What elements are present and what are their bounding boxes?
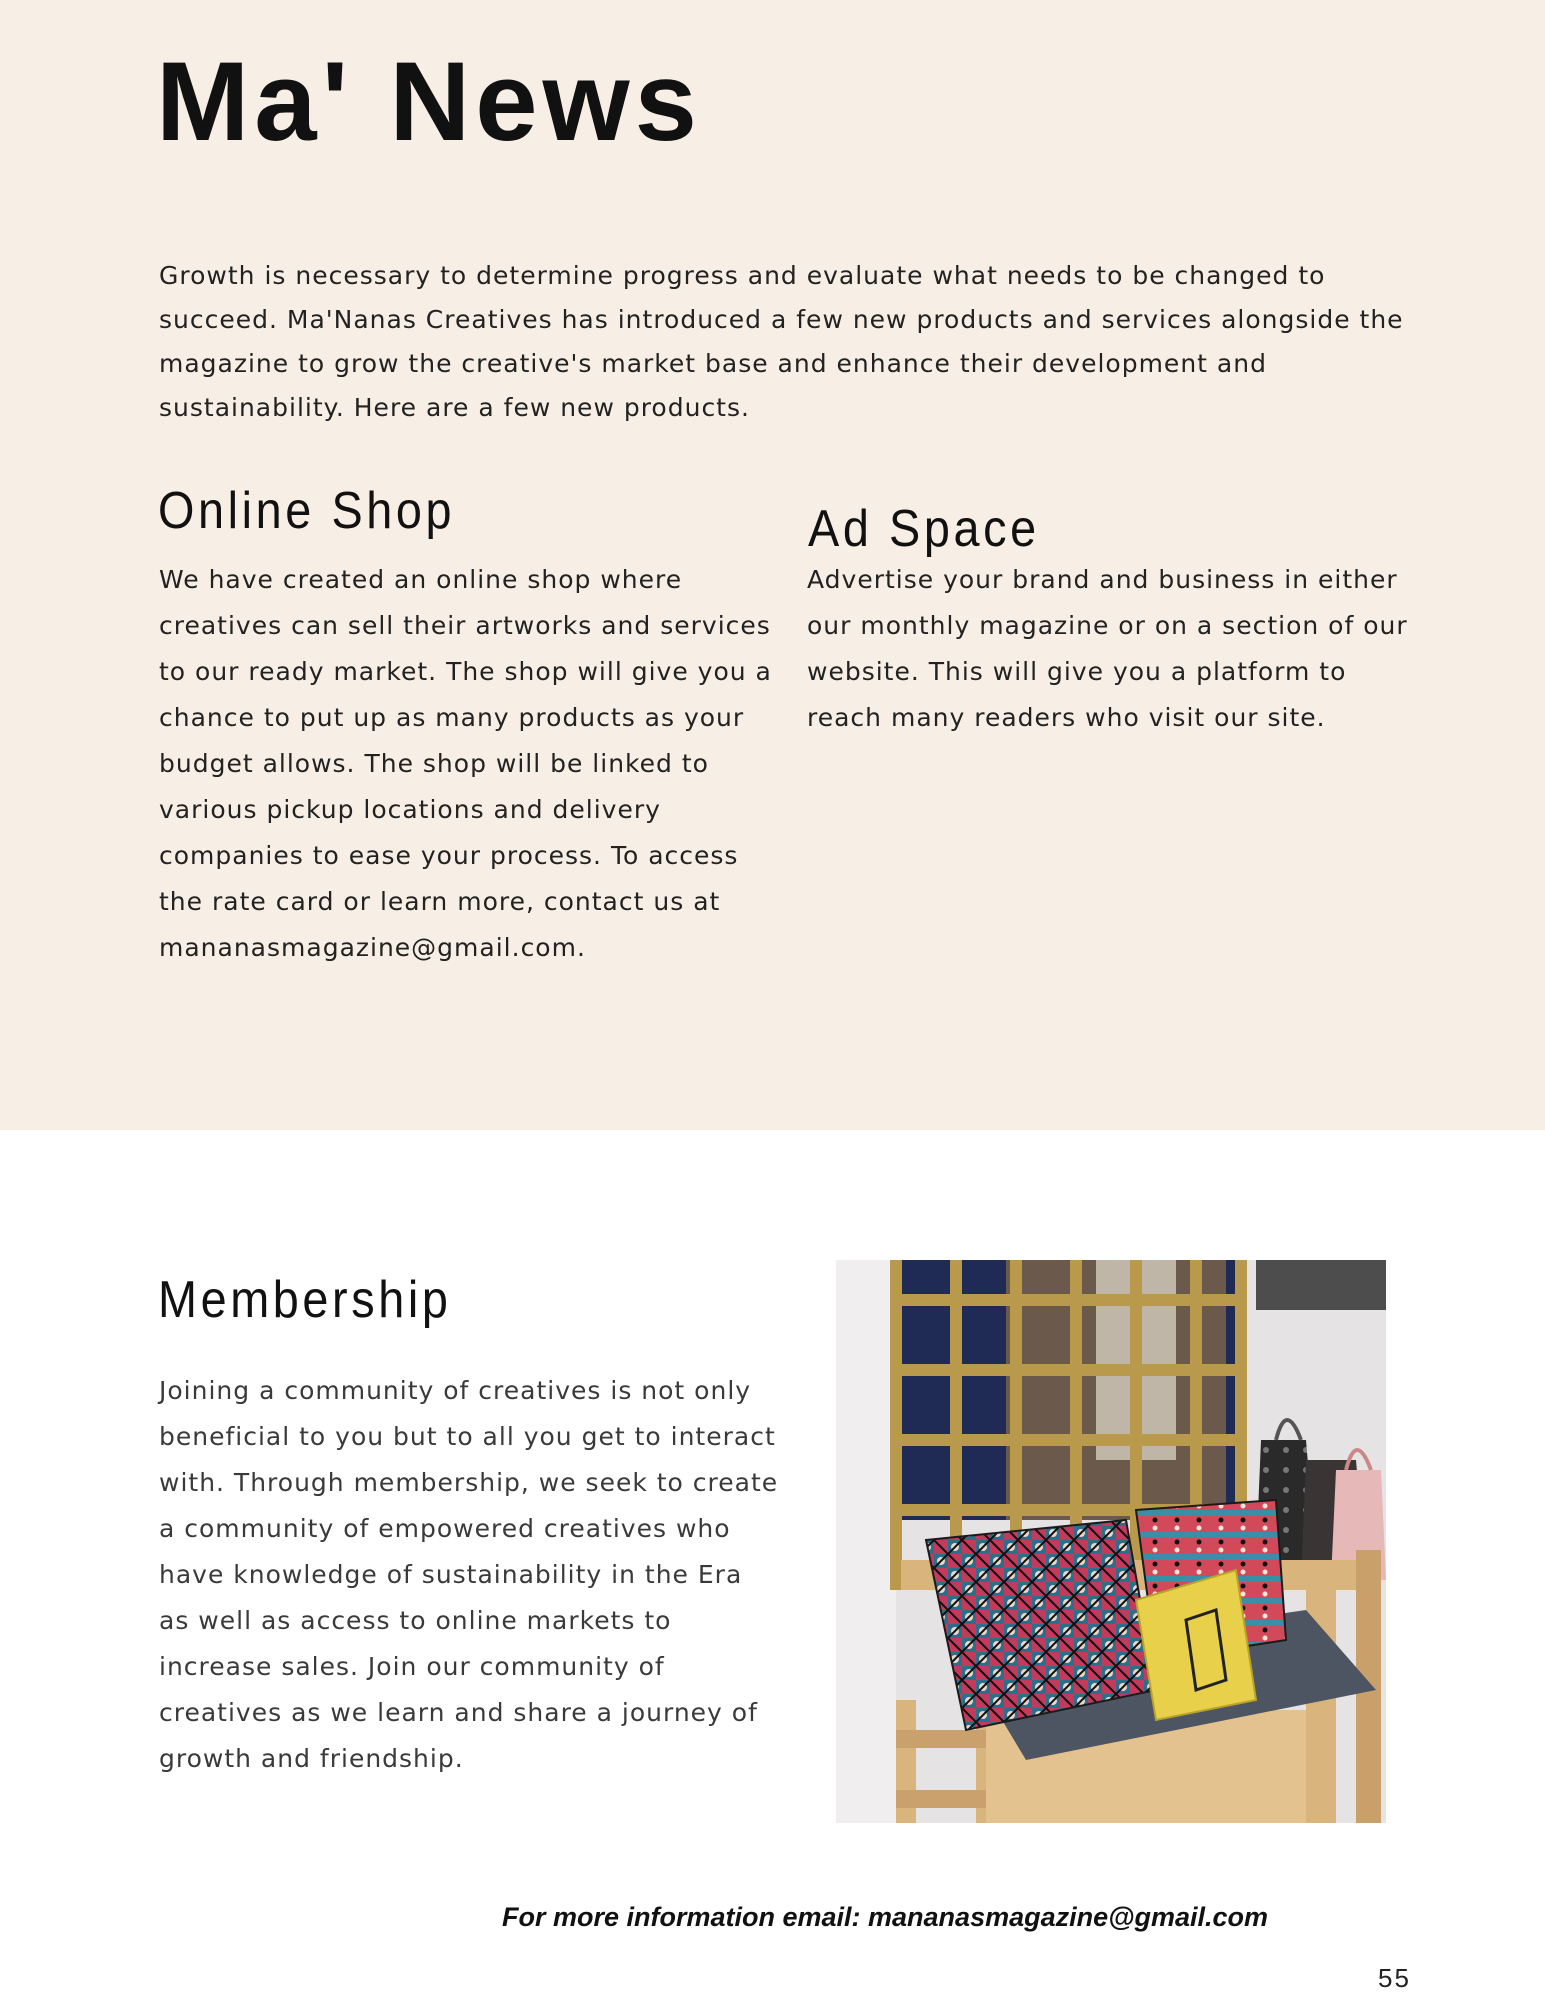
page-number: 55 bbox=[1378, 1963, 1411, 1993]
membership-heading: Membership bbox=[158, 1271, 452, 1329]
membership-text: Joining a community of creatives is not only beneficial to you but to all you get to interact with. Through membership, we seek to create a community of empowered creatives who have knowledge of sustainability in the Era as well as access to online markets to increase sales. Join our community of creatives as we learn and share a journey of growth and friendship. bbox=[159, 1376, 779, 1773]
online-shop-heading: Online Shop bbox=[158, 482, 456, 540]
intro-paragraph: Growth is necessary to determine progress and evaluate what needs to be changed to succeed. Ma'Nanas Creatives has introduced a few new products and services alongside the magazine to grow the creative's market base and enhance their development and sustainability. Here are a few new products. bbox=[159, 261, 1404, 422]
ad-space-heading: Ad Space bbox=[808, 500, 1040, 558]
contact-footer: For more information email: mananasmagazine@gmail.com bbox=[501, 1902, 1268, 1932]
bench-photo bbox=[836, 1260, 1386, 1823]
ad-space-text: Advertise your brand and business in either our monthly magazine or on a section of our website. This will give you a platform to reach many readers who visit our site. bbox=[807, 565, 1408, 732]
online-shop-text: We have created an online shop where creatives can sell their artworks and services to our ready market. The shop will give you a chance to put up as many products as your budget allows. The shop will be linked to various pickup locations and delivery companies to ease your process. To access the rate card or learn more, contact us at mananasmagazine@gmail.com. bbox=[159, 565, 772, 962]
page-title: Ma' News bbox=[156, 39, 702, 164]
bench-photo-illustration bbox=[836, 1260, 1386, 1823]
